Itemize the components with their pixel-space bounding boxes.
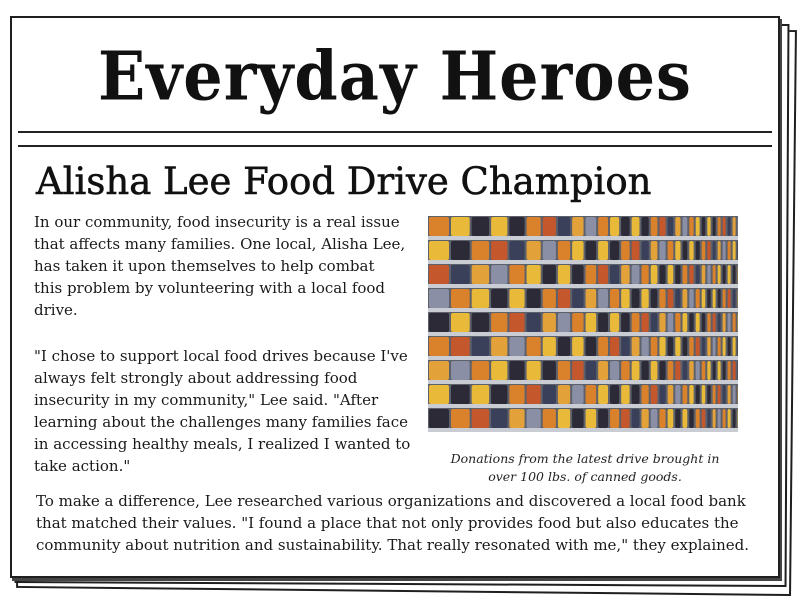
canned-good [586,217,597,236]
canned-good [675,265,680,284]
canned-good [718,289,721,308]
shelf [428,332,738,336]
canned-good [632,289,640,308]
canned-good [651,409,658,428]
canned-good [668,289,674,308]
masthead-rule-bottom [18,145,772,147]
canned-good [621,265,629,284]
canned-good [723,217,726,236]
canned-good [429,313,449,332]
canned-good [543,241,556,260]
canned-good [659,385,665,404]
canned-good [689,265,693,284]
canned-good [707,313,710,332]
canned-good [689,313,693,332]
canned-good [558,265,570,284]
canned-good [429,385,449,404]
canned-good [586,313,597,332]
canned-good [696,289,700,308]
canned-good [675,217,680,236]
canned-good [610,385,619,404]
canned-good [723,241,726,260]
canned-good [696,265,700,284]
canned-good [632,361,640,380]
canned-good [621,289,629,308]
canned-good [707,385,710,404]
canned-good [491,361,507,380]
canned-good [572,361,583,380]
canned-good [733,289,736,308]
canned-good [621,241,629,260]
canned-good [509,385,524,404]
canned-good [651,217,658,236]
canned-good [491,289,507,308]
masthead-rule-top [18,131,772,133]
canned-good [527,313,541,332]
newspaper-front-page [10,16,780,578]
canned-good [668,361,674,380]
canned-good [451,337,470,356]
canned-good [610,337,619,356]
canned-good [659,289,665,308]
canned-good [733,337,736,356]
canned-good [543,265,556,284]
canned-good [668,313,674,332]
canned-good [707,337,710,356]
canned-good [610,217,619,236]
canned-good [696,409,700,428]
canned-good [451,241,470,260]
canned-good [713,409,716,428]
canned-good [683,313,688,332]
canned-good [702,361,706,380]
canned-good [651,337,658,356]
canned-good [543,337,556,356]
canned-good [621,337,629,356]
canned-good [651,241,658,260]
canned-good [509,361,524,380]
canned-good [683,361,688,380]
canned-good [696,337,700,356]
canned-good [491,337,507,356]
canned-good [723,385,726,404]
article-paragraph-3: To make a difference, Lee researched various organizations and discovered a local food bank that matched their values. "I found a place that not only provides food but also educates the community about nutrition and sustainability. That really resonated with me," they explained. [36,492,750,554]
canned-good [675,385,680,404]
canned-good [586,265,597,284]
canned-good [713,361,716,380]
shelf [428,428,738,432]
canned-good [696,313,700,332]
canned-good [572,217,583,236]
canned-good [718,385,721,404]
canned-good [702,241,706,260]
canned-good [598,313,608,332]
canned-good [586,361,597,380]
canned-good [659,241,665,260]
canned-good [598,409,608,428]
canned-good [733,361,736,380]
canned-good [621,385,629,404]
canned-goods-photo [428,216,738,432]
canned-good [527,409,541,428]
canned-good [728,217,731,236]
canned-good [696,385,700,404]
canned-good [472,337,489,356]
canned-good [641,241,648,260]
canned-good [472,265,489,284]
canned-good [632,217,640,236]
canned-good [543,289,556,308]
canned-good [702,385,706,404]
canned-good [558,409,570,428]
canned-good [572,313,583,332]
canned-good [632,409,640,428]
canned-good [451,289,470,308]
canned-good [429,265,449,284]
canned-good [668,409,674,428]
canned-good [668,337,674,356]
canned-good [659,265,665,284]
canned-good [659,313,665,332]
canned-good [702,265,706,284]
canned-good [632,337,640,356]
canned-good [451,385,470,404]
canned-good [733,409,736,428]
canned-good [572,385,583,404]
canned-good [713,385,716,404]
canned-good [632,313,640,332]
shelf [428,260,738,264]
canned-good [543,409,556,428]
canned-good [429,409,449,428]
canned-good [733,385,736,404]
canned-good [491,265,507,284]
canned-good [451,409,470,428]
canned-good [675,241,680,260]
canned-good [713,337,716,356]
canned-good [718,265,721,284]
canned-good [558,361,570,380]
canned-good [598,241,608,260]
canned-good [586,385,597,404]
canned-good [472,313,489,332]
canned-good [621,313,629,332]
canned-good [718,337,721,356]
canned-good [451,313,470,332]
canned-good [527,337,541,356]
canned-good [543,313,556,332]
canned-good [702,409,706,428]
canned-good [641,313,648,332]
canned-good [451,217,470,236]
canned-good [586,337,597,356]
canned-good [713,217,716,236]
masthead-title: Everyday Heroes [98,37,692,116]
canned-good [733,217,736,236]
canned-good [586,289,597,308]
canned-good [610,361,619,380]
article-headline: Alisha Lee Food Drive Champion [36,160,652,203]
canned-good [689,409,693,428]
canned-good [598,265,608,284]
canned-good [723,409,726,428]
canned-good [696,241,700,260]
canned-good [641,385,648,404]
canned-good [451,361,470,380]
canned-good [675,337,680,356]
canned-good [527,241,541,260]
canned-good [621,217,629,236]
canned-good [558,313,570,332]
canned-good [527,217,541,236]
canned-good [641,361,648,380]
canned-good [707,409,710,428]
canned-good [509,313,524,332]
canned-good [558,241,570,260]
canned-good [641,337,648,356]
shelf [428,404,738,408]
canned-good [683,337,688,356]
canned-good [675,409,680,428]
canned-good [641,289,648,308]
canned-good [543,217,556,236]
canned-good [689,289,693,308]
canned-good [728,337,731,356]
canned-good [572,265,583,284]
canned-good [527,361,541,380]
canned-good [610,241,619,260]
canned-good [610,409,619,428]
canned-good [451,265,470,284]
canned-good [707,217,710,236]
canned-good [683,289,688,308]
canned-good [728,385,731,404]
canned-good [668,217,674,236]
canned-good [509,217,524,236]
canned-good [723,289,726,308]
canned-good [713,313,716,332]
canned-good [728,241,731,260]
canned-good [683,217,688,236]
canned-good [689,361,693,380]
canned-good [718,217,721,236]
canned-good [651,289,658,308]
canned-good [509,289,524,308]
canned-good [707,361,710,380]
canned-good [659,409,665,428]
shelf [428,356,738,360]
canned-good [713,265,716,284]
canned-good [558,337,570,356]
shelf [428,236,738,240]
canned-good [718,313,721,332]
canned-good [527,385,541,404]
canned-good [543,361,556,380]
canned-good [723,337,726,356]
shelf [428,380,738,384]
canned-good [586,409,597,428]
canned-good [689,337,693,356]
canned-good [621,409,629,428]
canned-good [632,385,640,404]
canned-good [683,409,688,428]
canned-good [572,241,583,260]
canned-good [558,217,570,236]
canned-good [527,289,541,308]
canned-good [429,217,449,236]
canned-good [491,241,507,260]
canned-good [728,361,731,380]
canned-good [472,217,489,236]
canned-good [702,337,706,356]
canned-good [675,313,680,332]
canned-good [491,217,507,236]
canned-good [702,313,706,332]
canned-good [702,289,706,308]
canned-good [733,265,736,284]
canned-good [572,409,583,428]
canned-good [429,289,449,308]
shelf [428,308,738,312]
canned-good [632,241,640,260]
canned-good [713,241,716,260]
canned-good [472,361,489,380]
canned-good [689,217,693,236]
canned-good [718,361,721,380]
canned-good [610,313,619,332]
canned-good [707,241,710,260]
canned-good [651,385,658,404]
canned-good [632,265,640,284]
canned-good [491,313,507,332]
canned-good [491,385,507,404]
canned-good [728,265,731,284]
canned-good [689,241,693,260]
canned-good [543,385,556,404]
canned-good [683,241,688,260]
canned-goods-illustration [428,216,738,432]
canned-good [659,361,665,380]
canned-good [668,265,674,284]
canned-good [651,361,658,380]
canned-good [718,241,721,260]
canned-good [641,409,648,428]
canned-good [683,265,688,284]
canned-good [707,265,710,284]
canned-good [527,265,541,284]
photo-caption: Donations from the latest drive brought in over 100 lbs. of canned goods. [450,451,720,484]
canned-good [429,361,449,380]
canned-good [509,337,524,356]
canned-good [707,289,710,308]
canned-good [668,385,674,404]
canned-good [728,313,731,332]
canned-good [491,409,507,428]
canned-good [572,289,583,308]
canned-good [733,313,736,332]
article-paragraph-2: "I chose to support local food drives because I've always felt strongly about addressing food insecurity in my community," Lee said. "After learning about the challenges many families face in accessing healthy meals, I realized I wanted to take action." [34,347,411,475]
canned-good [621,361,629,380]
canned-good [472,409,489,428]
canned-good [728,289,731,308]
canned-good [610,289,619,308]
canned-good [668,241,674,260]
canned-good [509,409,524,428]
canned-good [651,265,658,284]
canned-good [713,289,716,308]
canned-good [429,337,449,356]
canned-good [509,265,524,284]
canned-good [509,241,524,260]
canned-good [718,409,721,428]
canned-good [696,217,700,236]
canned-good [429,241,449,260]
canned-good [659,337,665,356]
canned-good [651,313,658,332]
canned-good [641,217,648,236]
canned-good [659,217,665,236]
canned-good [733,241,736,260]
canned-good [472,385,489,404]
canned-good [723,265,726,284]
canned-good [472,289,489,308]
canned-good [598,289,608,308]
canned-good [472,241,489,260]
canned-good [683,385,688,404]
canned-good [598,361,608,380]
canned-good [696,361,700,380]
canned-good [610,265,619,284]
canned-good [675,289,680,308]
canned-good [572,337,583,356]
canned-good [689,385,693,404]
canned-good [702,217,706,236]
canned-good [598,385,608,404]
canned-good [675,361,680,380]
shelf [428,284,738,288]
canned-good [558,385,570,404]
canned-good [598,337,608,356]
canned-good [641,265,648,284]
canned-good [598,217,608,236]
canned-good [723,361,726,380]
canned-good [586,241,597,260]
canned-good [728,409,731,428]
canned-good [558,289,570,308]
canned-good [723,313,726,332]
article-paragraph-1: In our community, food insecurity is a real issue that affects many families. One local, Alisha Lee, has taken it upon themselves to help combat this problem by volunteering with a local food drive. [34,213,406,319]
